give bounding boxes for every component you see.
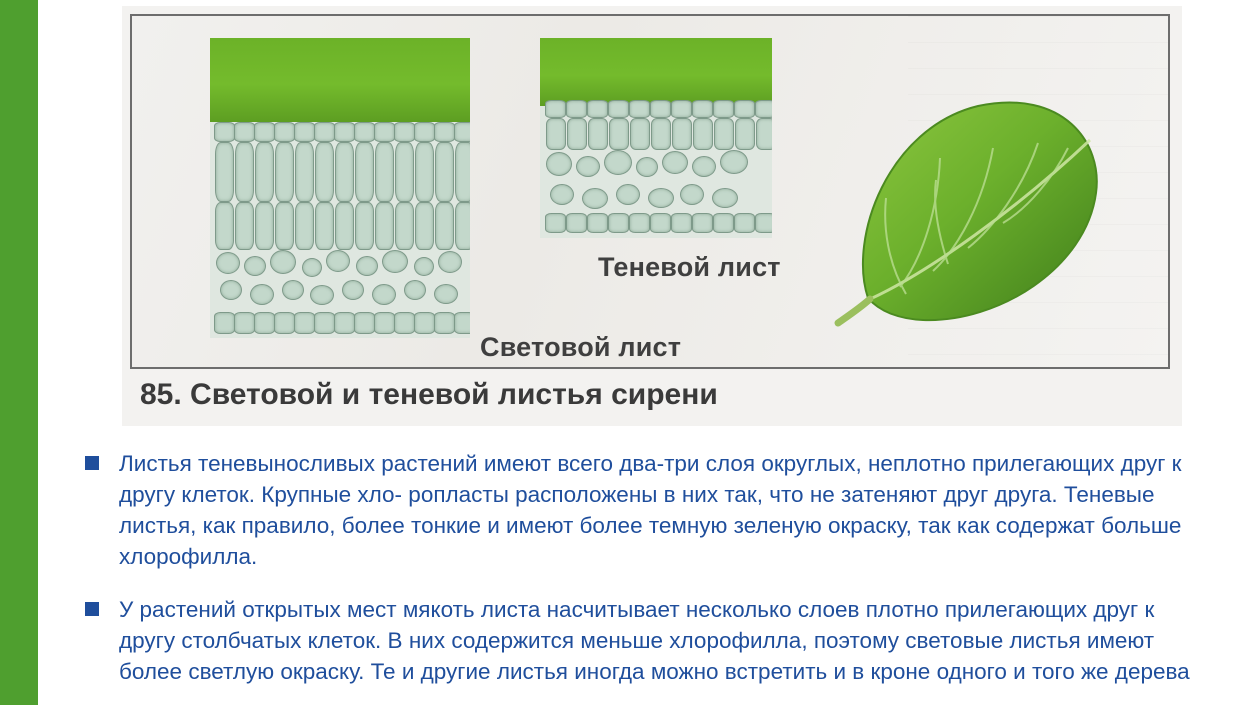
cell: [629, 100, 650, 118]
cell: [355, 202, 374, 250]
cell: [335, 202, 354, 250]
cell: [546, 152, 572, 176]
cell: [274, 122, 295, 142]
cell: [354, 122, 375, 142]
cell: [314, 312, 335, 334]
cell: [335, 142, 354, 202]
cell: [651, 118, 671, 150]
cell: [275, 142, 294, 202]
cell: [244, 256, 266, 276]
cell: [415, 142, 434, 202]
cell: [671, 213, 692, 233]
cell: [294, 312, 315, 334]
bullet-text: Листья теневыносливых растений имеют всего два-три слоя округлых, неплотно прилегающих друг к другу клеток. Крупные хло- ропласты расположены в них так, что не затеняют друг друга. Теневые листья, как правило, более тонкие и имеют более темную зеленую окраску, так как содержат больше хлорофилла.: [119, 451, 1182, 569]
cell: [545, 100, 566, 118]
cell: [334, 122, 355, 142]
figure-panel: [122, 6, 1182, 426]
cell: [435, 142, 454, 202]
cell: [454, 122, 470, 142]
cell: [315, 142, 334, 202]
cell: [374, 122, 395, 142]
cell: [435, 202, 454, 250]
cell: [587, 213, 608, 233]
left-accent-bar-gap: [38, 0, 45, 705]
cell: [220, 280, 242, 300]
light-leaf-label: Световой лист: [480, 332, 682, 362]
cell: [546, 118, 566, 150]
cell: [455, 202, 470, 250]
list-item: [85, 594, 1215, 687]
cell: [275, 202, 294, 250]
cell: [720, 150, 748, 174]
cell: [712, 188, 738, 208]
cell: [609, 118, 629, 150]
light-leaf-cross-section: [210, 38, 470, 338]
cell: [326, 250, 350, 272]
cell: [434, 312, 455, 334]
cell: [375, 202, 394, 250]
cell: [713, 213, 734, 233]
leaf-illustration: [828, 88, 1128, 348]
cell: [302, 258, 322, 277]
cell: [270, 250, 296, 274]
cell: [662, 151, 688, 174]
cell: [576, 156, 600, 177]
cell: [234, 122, 255, 142]
bullet-square-icon: [85, 456, 99, 470]
cell: [434, 122, 455, 142]
cell: [735, 118, 755, 150]
cell: [438, 251, 462, 273]
cell: [455, 142, 470, 202]
cell: [354, 312, 375, 334]
cell: [254, 122, 275, 142]
cell: [310, 285, 334, 305]
cell: [295, 202, 314, 250]
shadow-leaf-label: Теневой лист: [598, 252, 781, 282]
cell: [692, 100, 713, 118]
cell: [215, 142, 234, 202]
cell: [404, 280, 426, 300]
list-item: [85, 448, 1215, 572]
bullet-square-icon: [85, 602, 99, 616]
cell: [235, 142, 254, 202]
cell: [608, 100, 629, 118]
cell: [255, 202, 274, 250]
cell: [342, 280, 364, 300]
cell: [567, 118, 587, 150]
cell: [216, 252, 240, 274]
left-accent-bar: [0, 0, 38, 705]
figure-frame: [130, 14, 1170, 369]
cell: [630, 118, 650, 150]
cell: [588, 118, 608, 150]
cell: [394, 122, 415, 142]
cell: [604, 150, 632, 175]
cell: [566, 213, 587, 233]
cell: [415, 202, 434, 250]
cell: [756, 118, 772, 150]
bullet-list: [85, 448, 1215, 709]
cell: [214, 312, 235, 334]
cell: [295, 142, 314, 202]
cell: [454, 312, 470, 334]
cell: [375, 142, 394, 202]
cell: [734, 213, 755, 233]
cell: [680, 184, 704, 205]
cell: [616, 184, 640, 205]
cell: [414, 122, 435, 142]
cell: [314, 122, 335, 142]
cell: [414, 257, 434, 276]
cell: [274, 312, 295, 334]
cell: [372, 284, 396, 305]
cell: [755, 213, 772, 233]
cell: [356, 256, 378, 276]
figure-title: 85. Световой и теневой листья сирени: [140, 378, 718, 411]
cell: [755, 100, 772, 118]
cell: [714, 118, 734, 150]
cell: [374, 312, 395, 334]
cell: [671, 100, 692, 118]
cell: [672, 118, 692, 150]
cell: [235, 202, 254, 250]
shadow-leaf-cross-section: [540, 38, 772, 238]
cell: [650, 100, 671, 118]
cell: [254, 312, 275, 334]
cell: [636, 157, 658, 177]
cell: [394, 312, 415, 334]
cell: [629, 213, 650, 233]
cell: [692, 156, 716, 177]
cell: [608, 213, 629, 233]
cell: [692, 213, 713, 233]
cell: [587, 100, 608, 118]
bullet-text: У растений открытых мест мякоть листа насчитывает несколько слоев плотно прилегающих друг к другу столбчатых клеток. В них содержится меньше хлорофилла, поэтому световые листья имеют более светлую окраску. Те и другие листья иногда можно встретить и в кроне одного и того же дерева: [119, 597, 1190, 684]
cell: [355, 142, 374, 202]
cell: [215, 202, 234, 250]
cell: [255, 142, 274, 202]
cell: [395, 142, 414, 202]
cell: [282, 280, 304, 300]
cell: [550, 184, 574, 205]
cell: [582, 188, 608, 209]
cell: [566, 100, 587, 118]
cell: [650, 213, 671, 233]
cell: [315, 202, 334, 250]
cell: [693, 118, 713, 150]
cell: [734, 100, 755, 118]
cell: [545, 213, 566, 233]
cell: [294, 122, 315, 142]
cell: [434, 284, 458, 304]
cell: [648, 188, 674, 208]
cell: [414, 312, 435, 334]
cell: [382, 250, 408, 273]
cell: [713, 100, 734, 118]
cell: [250, 284, 274, 305]
cell: [334, 312, 355, 334]
cell: [234, 312, 255, 334]
cell: [395, 202, 414, 250]
cell: [214, 122, 235, 142]
